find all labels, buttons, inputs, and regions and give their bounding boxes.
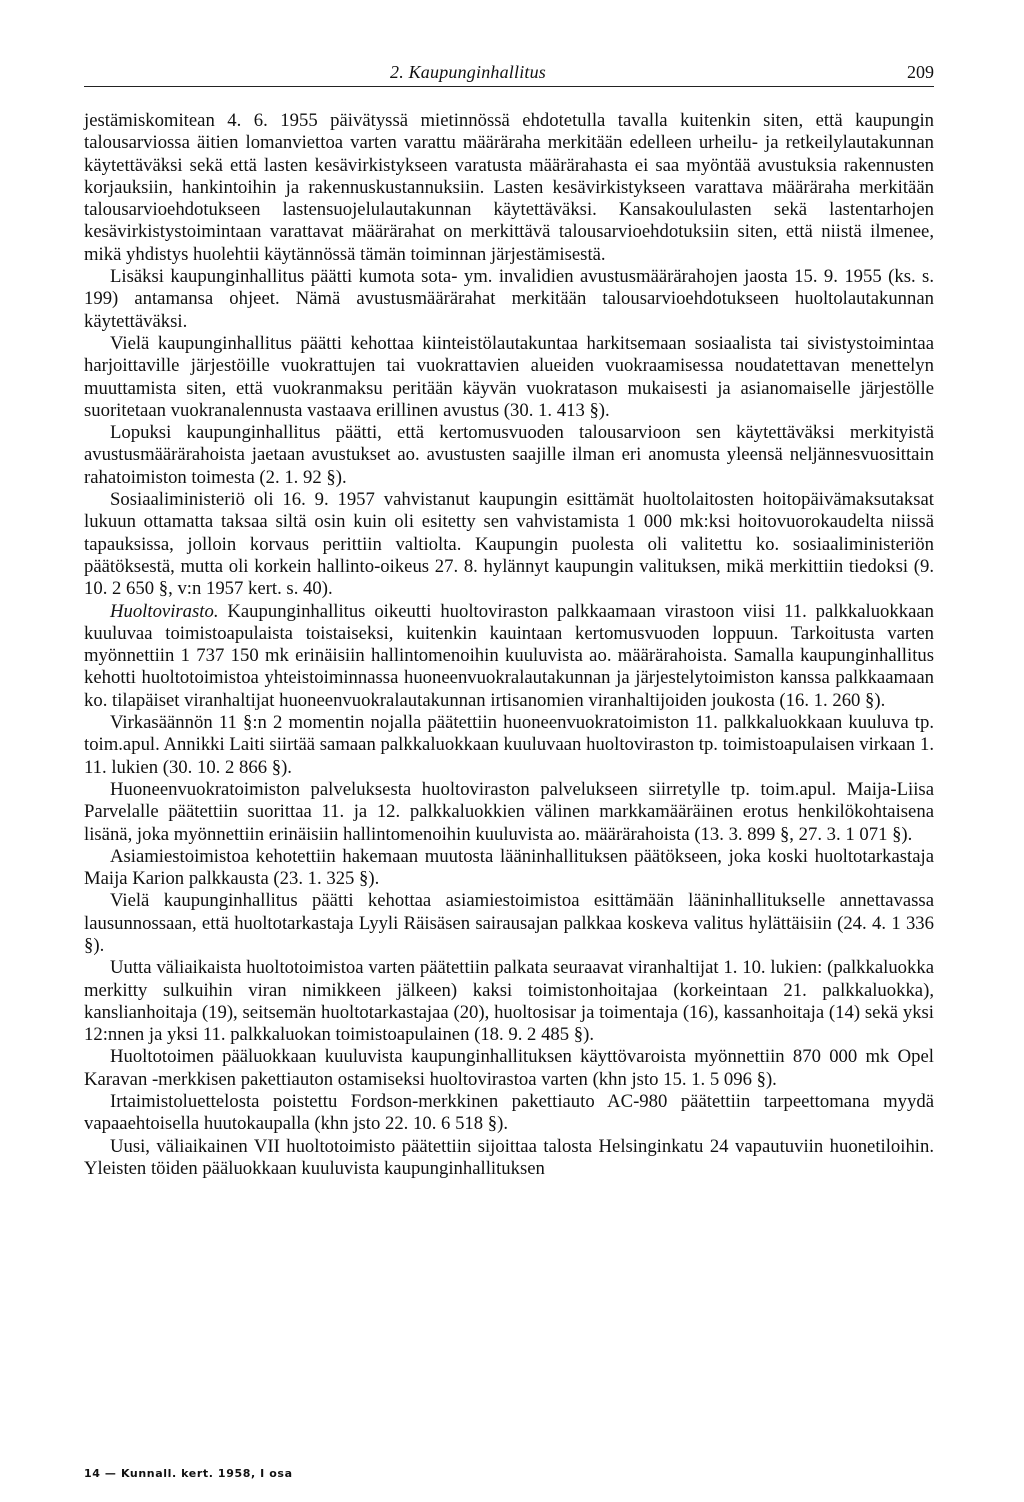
paragraph: Uusi, väliaikainen VII huoltotoimisto päätettiin sijoittaa talosta Helsinginkatu 24 vapautuviin huonetiloihin. Yleisten töiden pääluokkaan kuuluvista kaupunginhallituksen xyxy=(84,1135,934,1179)
subsection-heading: Huoltovirasto. xyxy=(110,600,219,622)
paragraph: Lopuksi kaupunginhallitus päätti, että kertomusvuoden talousarvioon sen käytettäväksi merkityistä avustusmäärärahoista jaetaan avustukset ao. avustusten saajille ilman eri anomusta yleensä neljännesvuosittain rahatoimiston toimesta (2. 1. 92 §). xyxy=(84,422,934,488)
printer-signature: 14 — Kunnall. kert. 1958, I osa xyxy=(84,1467,293,1480)
paragraph: Huoltotoimen pääluokkaan kuuluvista kaupunginhallituksen käyttövaroista myönnettiin 870 000 mk Opel Karavan -merkkisen pakettiauton ostamiseksi huoltovirastoa varten (khn jsto 15. 1. 5 096 §). xyxy=(84,1046,934,1090)
paragraph: Vielä kaupunginhallitus päätti kehottaa kiinteistölautakuntaa harkitsemaan sosiaalista tai sivistystoimintaa harjoittaville järjestöille vuokrattujen tai vuokrattavien alueiden vuokraamisessa noudatettavan menettelyn muuttamista siten, että vuokranmaksu peritään käyvän vuokratason mukaisesti ja asianomaiselle järjestölle suoritetaan vuokranalennusta vastaava erillinen avustus (30. 1. 413 §). xyxy=(84,332,934,421)
running-header xyxy=(84,56,934,87)
paragraph: Vielä kaupunginhallitus päätti kehottaa asiamiestoimistoa esittämään lääninhallitukselle annettavassa lausunnossaan, että huoltotarkastaja Lyyli Räisäsen sairausajan palkkaa koskeva valitus hylättäisiin (24. 4. 1 336 §). xyxy=(84,890,934,956)
paragraph: Sosiaaliministeriö oli 16. 9. 1957 vahvistanut kaupungin esittämät huoltolaitosten hoitopäivämaksutaksat lukuun ottamatta taksaa siltä osin kuin oli esitetty sen vahvistamista 1 000 mk:ksi hoitovuorokaudelta niissä tapauksissa, jolloin korvaus perittiin valtiolta. Kaupungin puolesta oli valitettu ko. sosiaaliministeriön päätöksestä, mutta oli korkein hallinto-oikeus 27. 8. hylännyt kaupungin valituksen, mikä merkittiin tiedoksi (9. 10. 2 650 §, v:n 1957 kert. s. 40). xyxy=(84,489,934,600)
section-title: 2. Kaupunginhallitus xyxy=(390,62,547,82)
body-text xyxy=(84,110,934,1180)
paragraph: jestämiskomitean 4. 6. 1955 päivätyssä mietinnössä ehdotetulla tavalla kuitenkin siten, että kaupungin talousarviossa äitien lomanviettoa varten varattu määräraha merkitään edelleen urheilu- ja retkeilylautakunnan käytettäväksi sekä että lasten kesävirkistykseen varatusta määrärahasta ei saa myöntää avustuksia rakennusten korjauksiin, hankintoihin ja rakennuskustannuksiin. Lasten kesävirkistykseen varattava määräraha merkitään talousarvioehdotukseen lastensuojelulautakunnan käytettäväksi. Kansakoululasten sekä lastentarhojen kesävirkistystoimintaan varattavat määrärahat on merkittävä talousarvioehdotuksiin siten, että niistä ilmenee, mikä yhdistys huolehtii käytännössä tämän toiminnan järjestämisestä. xyxy=(84,110,934,265)
page-number: 209 xyxy=(907,62,934,82)
paragraph: Irtaimistoluettelosta poistettu Fordson-merkkinen pakettiauto AC-980 päätettiin tarpeettomana myydä vapaaehtoisella huutokaupalla (khn jsto 22. 10. 6 518 §). xyxy=(84,1091,934,1135)
paragraph xyxy=(84,601,934,712)
paragraph: Uutta väliaikaista huoltotoimistoa varten päätettiin palkata seuraavat viranhaltijat 1. 10. lukien: (palkkaluokka merkitty sulkuihin viran nimikkeen jälkeen) kaksi toimistonhoitajaa (korkeintaan 21. palkkaluokka), kanslianhoitaja (19), seitsemän huoltotarkastajaa (20), huoltosisar ja toimentaja (16), kassanhoitaja (14) sekä yksi 12:nnen ja yksi 11. palkkaluokan toimistoapulainen (18. 9. 2 485 §). xyxy=(84,957,934,1046)
paragraph-text: Kaupunginhallitus oikeutti huoltoviraston palkkaamaan virastoon viisi 11. palkkaluokkaan kuuluvaa toimistoapulaista toistaiseksi, kuitenkin kauintaan kertomusvuoden loppuun. Tarkoitusta varten myönnettiin 1 737 150 mk erinäisiin hallintomenoihin kuuluvista ao. määrärahoista. Samalla kaupunginhallitus kehotti huoltotoimistoa yhteistoiminnassa huoneenvuokralautakunnan ja järjestelytoimiston kanssa palkkaamaan ko. tilapäiset viranhaltijat huoneenvuokralautakunnan irtisanomien viranhaltijoiden joukosta (16. 1. 260 §). xyxy=(84,600,934,711)
paragraph: Virkasäännön 11 §:n 2 momentin nojalla päätettiin huoneenvuokratoimiston 11. palkkaluokkaan kuuluva tp. toim.apul. Annikki Laiti siirtää samaan palkkaluokkaan kuuluvaan huoltoviraston tp. toimistoapulaisen virkaan 1. 11. lukien (30. 10. 2 866 §). xyxy=(84,712,934,778)
paragraph: Lisäksi kaupunginhallitus päätti kumota sota- ym. invalidien avustusmäärärahojen jaosta 15. 9. 1955 (ks. s. 199) antamansa ohjeet. Nämä avustusmäärärahat merkitään talousarvioehdotukseen huoltolautakunnan käytettäväksi. xyxy=(84,266,934,332)
paragraph: Huoneenvuokratoimiston palveluksesta huoltoviraston palvelukseen siirretylle tp. toim.apul. Maija-Liisa Parvelalle päätettiin suorittaa 11. ja 12. palkkaluokkien välinen markkamääräinen erotus henkilökohtaisena lisänä, joka myönnettiin erinäisiin hallintomenoihin kuuluvista ao. määrärahoista (13. 3. 899 §, 27. 3. 1 071 §). xyxy=(84,778,934,845)
paragraph: Asiamiestoimistoa kehotettiin hakemaan muutosta lääninhallituksen päätökseen, joka koski huoltotarkastaja Maija Karion palkkausta (23. 1. 325 §). xyxy=(84,845,934,890)
